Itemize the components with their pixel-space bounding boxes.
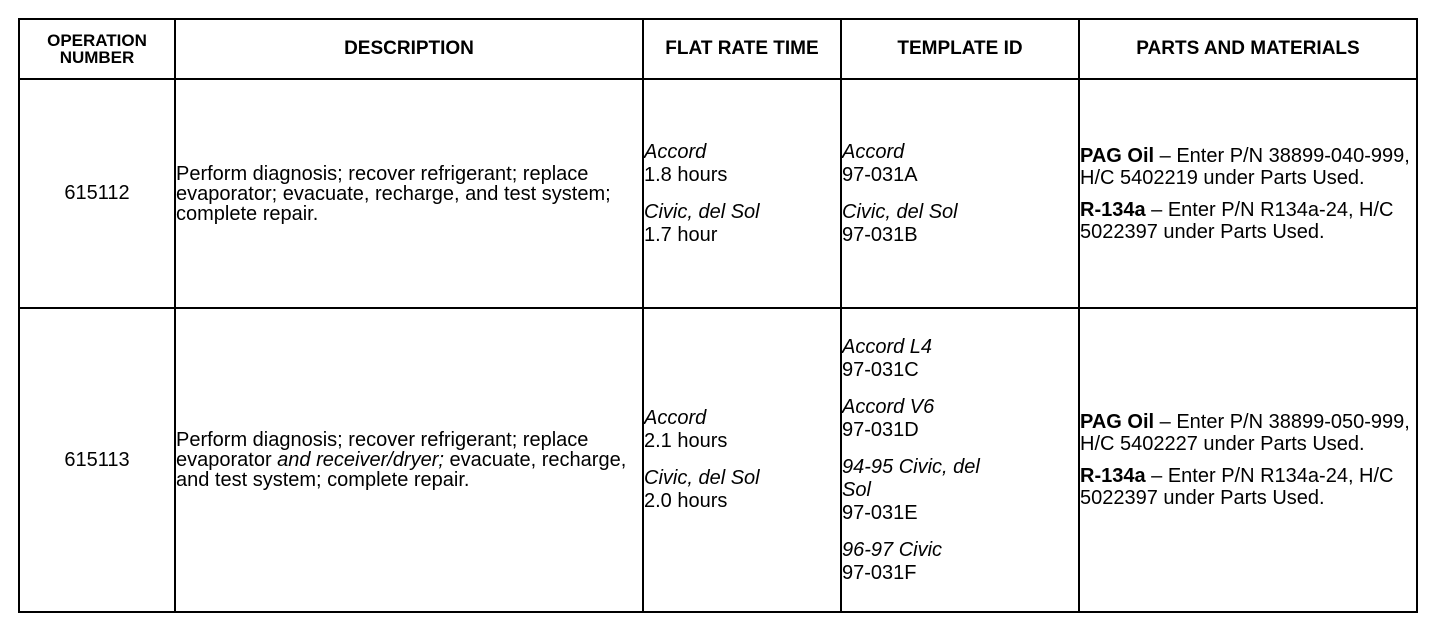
- flat-rate-value: 2.1 hours: [644, 430, 728, 452]
- flat-rate-cell: [643, 79, 841, 308]
- template-id: 97-031A: [842, 163, 918, 186]
- template-id: 97-031C: [842, 358, 919, 381]
- flat-rate-entry: [644, 407, 840, 453]
- operations-table: [18, 18, 1418, 613]
- header-operation-line2: NUMBER: [59, 48, 135, 67]
- model-name: Accord V6: [842, 395, 935, 418]
- flat-rate-entry: [644, 467, 840, 513]
- template-id-cell: [841, 308, 1079, 612]
- description-italic: and receiver/dryer;: [277, 449, 444, 471]
- operation-number: 615113: [19, 308, 175, 612]
- part-entry: [1080, 199, 1416, 243]
- model-name: Accord: [644, 140, 707, 163]
- header-template-id: TEMPLATE ID: [841, 19, 1079, 79]
- model-name: Accord L4: [842, 335, 933, 358]
- template-id: 97-031D: [842, 418, 919, 441]
- table-row: [19, 308, 1417, 612]
- description-cell: [175, 308, 643, 612]
- model-name: 94-95 Civic, del Sol: [842, 455, 980, 501]
- model-name: Civic, del Sol: [644, 467, 760, 489]
- template-entry: [842, 456, 1078, 525]
- model-name: Civic, del Sol: [644, 200, 760, 223]
- flat-rate-value: 2.0 hours: [644, 490, 728, 512]
- operation-number: 615112: [19, 79, 175, 308]
- part-instructions: – Enter P/N 38899-050-999, H/C 5402227 under Parts Used.: [1080, 411, 1410, 455]
- part-name: R-134a: [1080, 465, 1146, 487]
- header-description: DESCRIPTION: [175, 19, 643, 79]
- header-operation-number: [19, 19, 175, 79]
- parts-cell: [1079, 79, 1417, 308]
- part-entry: [1080, 411, 1416, 455]
- part-instructions: – Enter P/N R134a-24, H/C 5022397 under Parts Used.: [1080, 465, 1394, 509]
- part-entry: [1080, 145, 1416, 189]
- template-entry: [842, 201, 1078, 247]
- flat-rate-value: 1.7 hour: [644, 223, 718, 246]
- template-id: 97-031F: [842, 561, 917, 584]
- part-name: R-134a: [1080, 198, 1146, 221]
- model-name: 96-97 Civic: [842, 538, 943, 561]
- part-name: PAG Oil: [1080, 144, 1155, 167]
- part-name: PAG Oil: [1080, 411, 1155, 433]
- flat-rate-cell: [643, 308, 841, 612]
- description-text: Perform diagnosis; recover refrigerant; replace evaporator; evacuate, recharge, and test system; complete repair.: [176, 162, 611, 225]
- header-row: [19, 19, 1417, 79]
- template-entry: [842, 141, 1078, 187]
- template-entry: [842, 539, 1078, 585]
- part-entry: [1080, 465, 1416, 509]
- model-name: Accord: [842, 140, 905, 163]
- part-instructions: – Enter P/N 38899-040-999, H/C 5402219 under Parts Used.: [1080, 144, 1410, 189]
- table-row: [19, 79, 1417, 308]
- flat-rate-value: 1.8 hours: [644, 163, 728, 186]
- template-id: 97-031B: [842, 223, 918, 246]
- parts-cell: [1079, 308, 1417, 612]
- header-flat-rate-time: FLAT RATE TIME: [643, 19, 841, 79]
- template-entry: [842, 396, 1078, 442]
- header-operation-line1: OPERATION: [47, 31, 147, 50]
- template-id-cell: [841, 79, 1079, 308]
- description-cell: [175, 79, 643, 308]
- flat-rate-entry: [644, 141, 840, 187]
- part-instructions: – Enter P/N R134a-24, H/C 5022397 under Parts Used.: [1080, 198, 1394, 243]
- template-entry: [842, 336, 1078, 382]
- model-name: Accord: [644, 407, 707, 429]
- template-id: 97-031E: [842, 501, 918, 524]
- header-parts-and-materials: PARTS AND MATERIALS: [1079, 19, 1417, 79]
- description-text-2: evacuate, recharge, and test system; complete repair.: [176, 449, 627, 491]
- model-name: Civic, del Sol: [842, 200, 958, 223]
- flat-rate-entry: [644, 201, 840, 247]
- description-text: Perform diagnosis; recover refrigerant; replace evaporator: [176, 429, 589, 471]
